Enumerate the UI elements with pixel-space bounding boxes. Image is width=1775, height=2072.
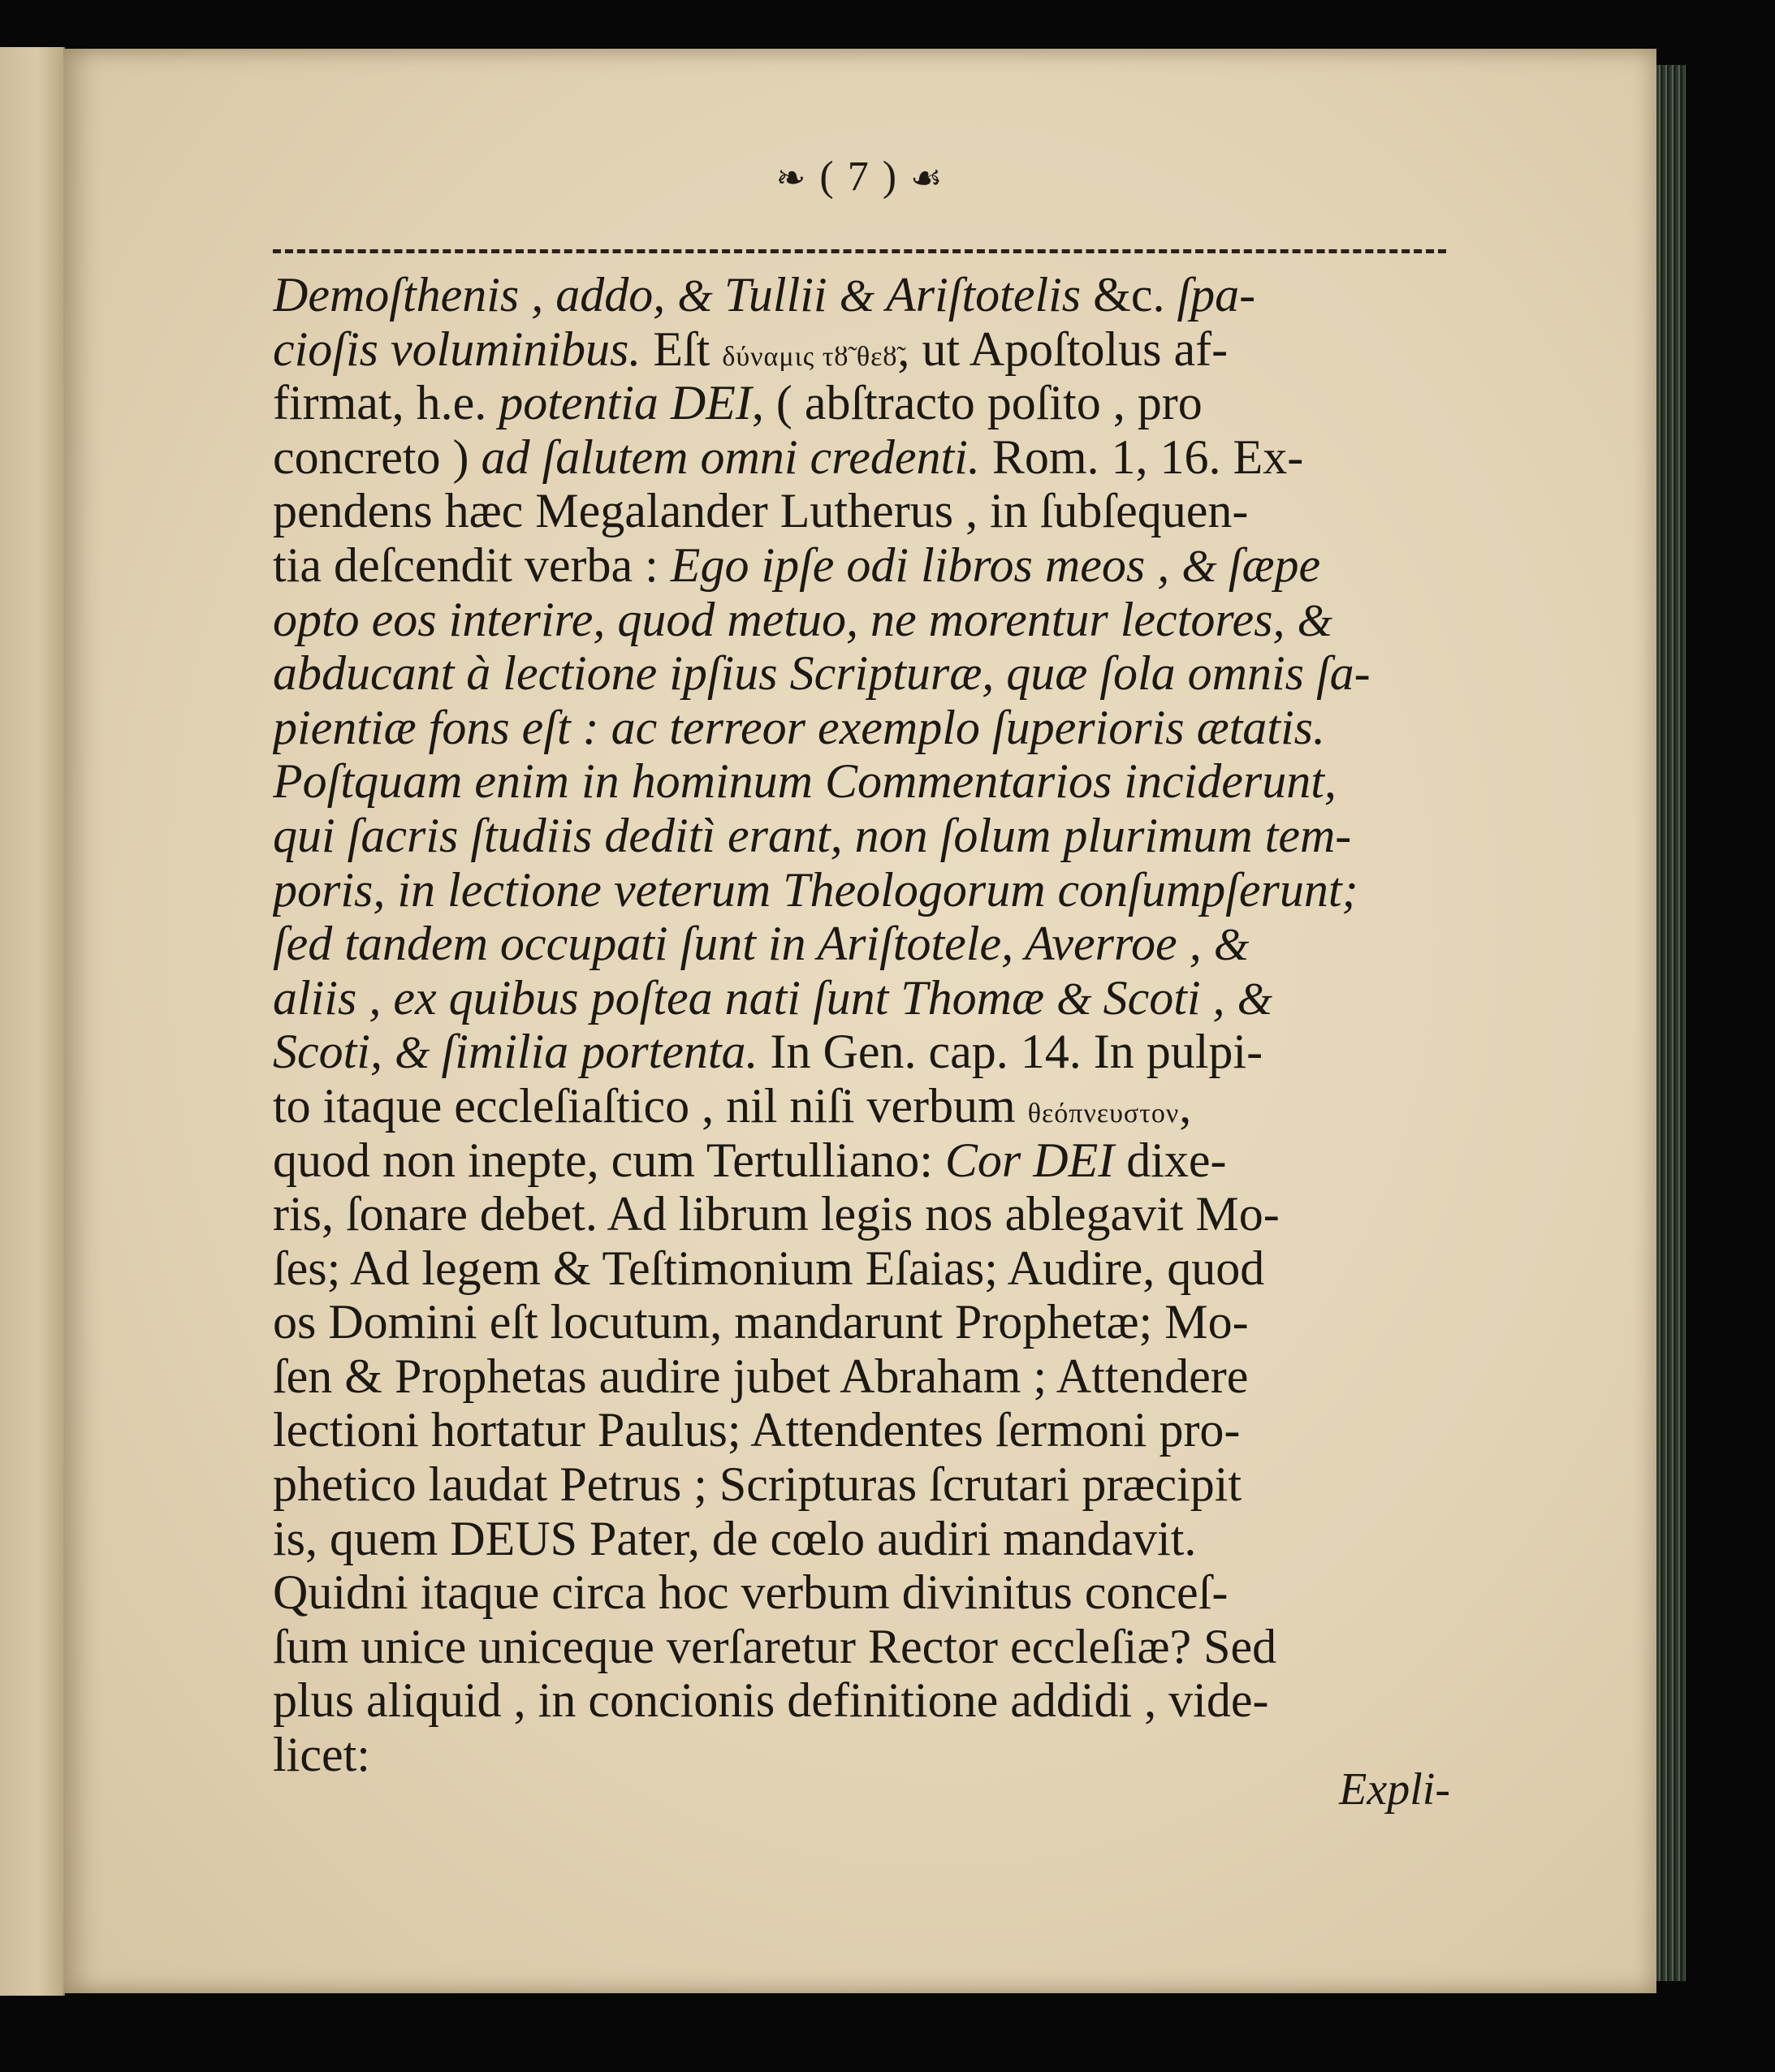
roman-text: &: [1181, 541, 1229, 592]
italic-text: opto eos interire, quod metuo, ne morentur lectores,: [273, 592, 1298, 646]
text-line: [273, 1512, 1450, 1566]
italic-text: Scoti ,: [1103, 970, 1237, 1025]
book-page: [63, 49, 1656, 1993]
italic-text: Ego ipſe odi libros meos ,: [670, 537, 1182, 592]
roman-text: dixe-: [1114, 1133, 1227, 1187]
roman-text: &: [1297, 595, 1333, 646]
text-line: [273, 484, 1450, 538]
text-line: [273, 1079, 1450, 1133]
roman-text: In Gen. cap. 14. In pulpi-: [758, 1025, 1263, 1079]
roman-text: &: [394, 1028, 442, 1079]
text-line: [273, 430, 1450, 485]
roman-text: tia deſcendit verba :: [273, 537, 671, 592]
text-line: [273, 646, 1450, 701]
italic-text: ſæpe: [1228, 537, 1321, 592]
roman-text: &: [1237, 973, 1273, 1025]
roman-text: is, quem DEUS Pater, de cœlo audiri mandavit.: [273, 1511, 1197, 1565]
italic-text: abducant à lectione ipſius Scripturæ, quæ ſola omnis ſa-: [273, 646, 1371, 701]
text-line: [273, 376, 1450, 430]
text-line: [273, 917, 1450, 971]
italic-text: ſimilia portenta.: [441, 1025, 758, 1079]
catchword: Expli-: [1339, 1764, 1450, 1815]
roman-text: &: [1056, 973, 1103, 1025]
roman-text: , ut Apoſtolus af-: [897, 322, 1229, 376]
roman-text: lectioni hortatur Paulus; Attendentes ſermoni pro-: [273, 1403, 1241, 1457]
italic-text: pientiæ fons eſt : ac terreor exemplo ſuperioris ætatis.: [273, 700, 1325, 754]
page-number: ( 7 ): [819, 153, 899, 200]
body-text: [273, 268, 1450, 1782]
page-header: [63, 153, 1656, 201]
roman-text: pendens hæc Megalander Lutherus , in ſubſequen-: [273, 484, 1249, 538]
text-line: [273, 809, 1450, 863]
roman-text: ſum unice uniceque verſaretur Rector eccleſiæ? Sed: [273, 1619, 1277, 1673]
roman-text: ,: [1179, 1078, 1192, 1133]
italic-text: potentia DEI: [499, 376, 752, 430]
ornament-right-icon: ☙: [910, 158, 944, 198]
text-line: [273, 1620, 1450, 1674]
roman-text: ſes; Ad legem & Teſtimonium Eſaias; Audire, quod: [273, 1241, 1265, 1295]
text-line: [273, 1565, 1450, 1620]
text-line: [273, 1403, 1450, 1457]
text-line: [273, 538, 1450, 593]
roman-text: to itaque eccleſiaſtico , nil niſi verbum: [273, 1078, 1028, 1133]
italic-text: Demoſthenis , addo,: [273, 268, 678, 322]
italic-text: aliis , ex quibus poſtea nati ſunt Thomæ: [273, 970, 1057, 1025]
roman-text: &: [839, 271, 887, 322]
roman-text: os Domini eſt locutum, mandarunt Prophetæ; Mo-: [273, 1295, 1249, 1349]
roman-text: firmat, h.e.: [273, 376, 499, 430]
italic-text: Cor DEI: [944, 1133, 1115, 1187]
italic-text: poris, in lectione veterum Theologorum conſumpſerunt;: [273, 862, 1358, 917]
text-line: [273, 754, 1450, 809]
roman-text: licet:: [273, 1728, 370, 1782]
roman-text: &: [1213, 920, 1250, 971]
roman-text: phetico laudat Petrus ; Scripturas ſcrutari præcipit: [273, 1457, 1242, 1512]
header-rule: [273, 249, 1446, 253]
ornament-left-icon: ❧: [775, 158, 808, 198]
roman-text: Quidni itaque circa hoc verbum divinitus conceſ-: [273, 1565, 1229, 1620]
text-line: [273, 863, 1450, 917]
roman-text: &: [677, 271, 724, 322]
text-line: [273, 1295, 1450, 1349]
previous-page-edge: [0, 47, 65, 1996]
italic-text: Scoti,: [273, 1025, 395, 1079]
text-line: [273, 1133, 1450, 1188]
italic-text: Ariſtotelis: [886, 268, 1094, 322]
roman-text: ris, ſonare debet. Ad librum legis nos ablegavit Mo-: [273, 1187, 1280, 1241]
text-line: [273, 1025, 1450, 1079]
page-stack-edge: [1656, 65, 1686, 1981]
italic-text: qui ſacris ſtudiis deditì erant, non ſolum plurimum tem-: [273, 808, 1352, 862]
greek-text: θεόπνευστον: [1027, 1098, 1180, 1129]
roman-text: , ( abſtracto poſito , pro: [751, 376, 1203, 430]
roman-text: &c.: [1093, 268, 1177, 322]
text-line: [273, 971, 1450, 1025]
text-line: [273, 593, 1450, 647]
text-line: [273, 1187, 1450, 1241]
italic-text: ſpa-: [1177, 268, 1256, 322]
text-line: [273, 1457, 1450, 1512]
roman-text: Eſt: [653, 322, 723, 376]
italic-text: Tullii: [723, 268, 840, 322]
greek-text: δύναμις τȣ̃ θεȣ̃: [722, 341, 898, 372]
italic-text: ſed tandem occupati ſunt in Ariſtotele, Averroe ,: [273, 917, 1214, 971]
roman-text: ſen & Prophetas audire jubet Abraham ; Attendere: [273, 1349, 1249, 1403]
italic-text: cioſis voluminibus.: [273, 322, 654, 376]
roman-text: concreto ): [273, 430, 482, 484]
roman-text: plus aliquid , in concionis definitione addidi , vide-: [273, 1673, 1269, 1728]
text-line: [273, 322, 1450, 377]
text-line: [273, 268, 1450, 322]
roman-text: quod non inepte, cum Tertulliano:: [273, 1133, 945, 1187]
text-line: [273, 1349, 1450, 1404]
text-line: [273, 1673, 1450, 1728]
italic-text: ad ſalutem omni credenti.: [481, 430, 980, 484]
text-line: [273, 701, 1450, 755]
roman-text: Rom. 1, 16. Ex-: [979, 430, 1304, 484]
text-line: [273, 1241, 1450, 1296]
italic-text: Poſtquam enim in hominum Commentarios inciderunt,: [273, 754, 1337, 809]
